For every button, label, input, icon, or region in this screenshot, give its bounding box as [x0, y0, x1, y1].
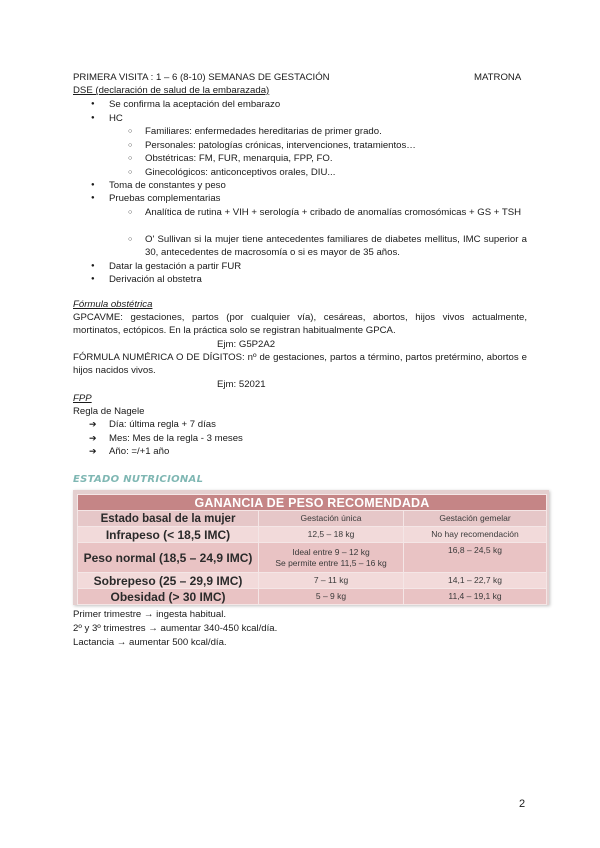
- list-item: ● Pruebas complementarias: [109, 192, 220, 205]
- table-row: [78, 543, 547, 573]
- formula-heading: Fórmula obstétrica: [73, 299, 153, 310]
- fpp-day: ➔ Día: última regla + 7 días: [109, 418, 216, 431]
- column-header: Gestación única: [259, 511, 404, 527]
- column-header: Estado basal de la mujer: [78, 511, 259, 527]
- lactation-note: Lactancia → aumentar 500 kcal/día.: [73, 637, 227, 648]
- cell-twin: 16,8 – 24,5 kg: [404, 543, 547, 573]
- fpp-month: ➔ Mes: Mes de la regla - 3 meses: [109, 432, 243, 445]
- list-item: ● Datar la gestación a partir FUR: [109, 260, 241, 273]
- cell-single: 12,5 – 18 kg: [259, 527, 404, 543]
- cell-twin: No hay recomendación: [404, 527, 547, 543]
- cell-single: 5 – 9 kg: [259, 589, 404, 605]
- nagele-rule: Regla de Nagele: [73, 406, 145, 417]
- row-label: Infrapeso (< 18,5 IMC): [78, 527, 259, 543]
- column-header: Gestación gemelar: [404, 511, 547, 527]
- second-third-trimester-note: 2º y 3º trimestres → aumentar 340-450 kcal/día.: [73, 623, 278, 634]
- list-item: ● Toma de constantes y peso: [109, 179, 226, 192]
- formula-example: Ejm: G5P2A2: [217, 339, 276, 350]
- sub-list-item: ○ Analítica de rutina + VIH + serología + cribado de anomalías cromosómicas + GS + TSH: [145, 206, 527, 219]
- numeric-formula-example: Ejm: 52021: [217, 379, 266, 390]
- table-row: [78, 527, 547, 543]
- sub-list-item: ○ O' Sullivan si la mujer tiene antecedentes familiares de diabetes mellitus, IMC superior a 30, antecedentes de macrosomía o si es mayor de 35 años.: [145, 233, 527, 259]
- table-title: GANANCIA DE PESO RECOMENDADA: [78, 495, 547, 511]
- dse-heading: DSE (declaración de salud de la embarazada): [73, 85, 270, 96]
- sub-list-item: ○ Familiares: enfermedades hereditarias de primer grado.: [145, 125, 382, 138]
- list-item: ● HC: [109, 112, 123, 125]
- cell-single: [259, 543, 404, 573]
- page-title: PRIMERA VISITA : 1 – 6 (8-10) SEMANAS DE GESTACIÓN: [73, 72, 330, 83]
- nutrition-heading: ESTADO NUTRICIONAL: [73, 474, 204, 485]
- first-trimester-note: Primer trimestre → ingesta habitual.: [73, 609, 227, 620]
- row-label: Sobrepeso (25 – 29,9 IMC): [78, 573, 259, 589]
- sub-list-item: ○ Obstétricas: FM, FUR, menarquia, FPP, FO.: [145, 152, 332, 165]
- cell-twin: 14,1 – 22,7 kg: [404, 573, 547, 589]
- table-row: [78, 573, 547, 589]
- sub-list-item: ○ Personales: patologías crónicas, intervenciones, tratamientos…: [145, 139, 416, 152]
- role-label: MATRONA: [474, 72, 522, 83]
- weight-gain-table-figure: [73, 490, 549, 605]
- table-row: [78, 589, 547, 605]
- row-label: Obesidad (> 30 IMC): [78, 589, 259, 605]
- cell-single-ideal: Ideal entre 9 – 12 kg: [292, 546, 370, 557]
- fpp-year: ➔ Año: =/+1 año: [109, 445, 169, 458]
- formula-text: GPCAVME: gestaciones, partos (por cualquier vía), cesáreas, abortos, hijos vivos actualmente, mortinatos, ectópicos. En la práctica solo se registran habitualmente GPCA.: [73, 312, 527, 337]
- cell-twin: 11,4 – 19,1 kg: [404, 589, 547, 605]
- fpp-heading: FPP: [73, 393, 92, 404]
- row-label: Peso normal (18,5 – 24,9 IMC): [78, 543, 259, 573]
- cell-single-allowed: Se permite entre 11,5 – 16 kg: [275, 557, 387, 568]
- list-item: ● Derivación al obstetra: [109, 273, 202, 286]
- list-item: ● Se confirma la aceptación del embarazo: [109, 98, 280, 111]
- cell-single: 7 – 11 kg: [259, 573, 404, 589]
- numeric-formula-text: FÓRMULA NUMÉRICA O DE DÍGITOS: nº de gestaciones, partos a término, partos pretérmino, abortos e hijos nacidos vivos.: [73, 352, 527, 377]
- weight-gain-table: [77, 494, 547, 605]
- sub-list-item: ○ Ginecológicos: anticonceptivos orales, DIU...: [145, 166, 335, 179]
- page-number: 2: [519, 798, 526, 810]
